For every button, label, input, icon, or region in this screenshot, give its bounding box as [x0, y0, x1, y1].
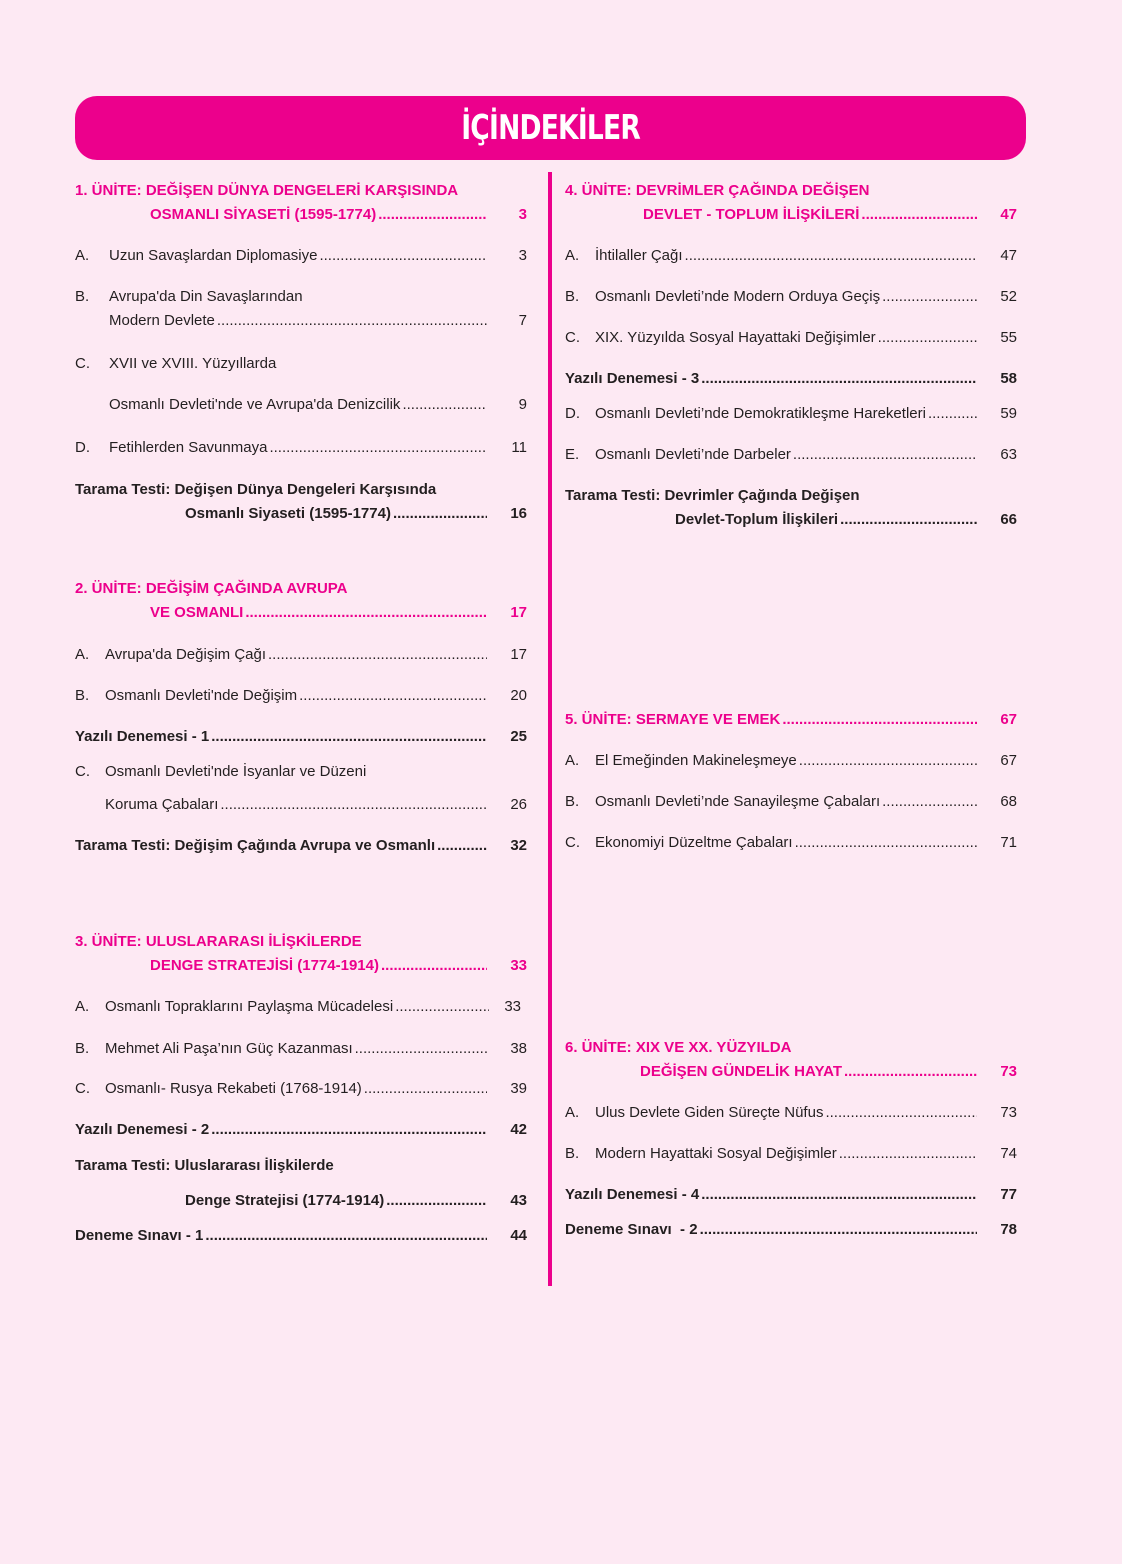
page-number: 3 [518, 247, 527, 264]
practice-exam-1[interactable] [75, 1227, 527, 1245]
page-number: 33 [504, 998, 521, 1015]
page-number: 20 [510, 687, 527, 704]
page-number: 55 [1000, 329, 1017, 346]
unit-5-heading[interactable] [565, 711, 1017, 729]
toc-row [565, 370, 1017, 388]
unit-1-title-line1: 1. ÜNİTE: DEĞİŞEN DÜNYA DENGELERİ KARŞISINDA [75, 182, 459, 199]
toc-row [75, 837, 527, 855]
toc-row [565, 182, 1017, 200]
item-title: Yazılı Denemesi - 4 [565, 1186, 700, 1203]
dot-leader [825, 1104, 977, 1122]
toc-item[interactable] [75, 763, 527, 814]
page-number: 63 [1000, 446, 1017, 463]
item-title: Fetihlerden Savunmaya [109, 439, 268, 456]
item-title: Osmanlı Topraklarını Paylaşma Mücadelesi [105, 998, 394, 1015]
dot-leader [928, 405, 977, 423]
title-banner [75, 96, 1026, 160]
toc-row [75, 933, 527, 951]
page-number: 7 [518, 312, 527, 329]
toc-row [565, 1104, 1017, 1122]
unit-1-title-line2: OSMANLI SİYASETİ (1595-1774) [150, 206, 377, 223]
dot-leader [217, 312, 487, 330]
item-title: Tarama Testi: Değişen Dünya Dengeleri Karşısında [75, 481, 437, 498]
toc-row [565, 487, 1017, 505]
item-title: VE OSMANLI [150, 604, 244, 621]
item-title: XIX. Yüzyılda Sosyal Hayattaki Değişimler [595, 329, 876, 346]
toc-row [75, 796, 527, 814]
item-letter: B. [75, 288, 90, 305]
toc-row [75, 247, 527, 265]
unit-1-test[interactable] [75, 481, 527, 523]
dot-leader [793, 446, 977, 464]
page-number: 43 [510, 1192, 527, 1209]
dot-leader [381, 957, 487, 975]
page-number: 38 [510, 1040, 527, 1057]
dot-leader [220, 796, 487, 814]
page-number: 11 [511, 439, 527, 456]
item-letter: D. [565, 405, 580, 422]
dot-leader [882, 793, 977, 811]
practice-exam-2[interactable] [565, 1221, 1017, 1239]
dot-leader [701, 370, 977, 388]
unit-4-test[interactable] [565, 487, 1017, 529]
item-title: Deneme Sınavı - 2 [565, 1221, 698, 1238]
item-title: Uzun Savaşlardan Diplomasiye [109, 247, 318, 264]
item-title: 6. ÜNİTE: XIX VE XX. YÜZYILDA [565, 1039, 792, 1056]
item-title: 5. ÜNİTE: SERMAYE VE EMEK [565, 711, 781, 728]
item-letter: C. [75, 1080, 90, 1097]
item-letter: A. [565, 1104, 580, 1121]
dot-leader [782, 711, 977, 729]
toc-row [565, 511, 1017, 529]
dot-leader [393, 505, 487, 523]
toc-row [75, 687, 527, 705]
page-number: 9 [518, 396, 527, 413]
item-letter: E. [565, 446, 580, 463]
toc-row [75, 288, 527, 306]
toc-row [75, 355, 527, 373]
dot-leader [268, 646, 487, 664]
toc-row [565, 1145, 1017, 1163]
dot-leader [882, 288, 977, 306]
item-letter: D. [75, 439, 90, 456]
page-number: 52 [1000, 288, 1017, 305]
toc-item[interactable] [75, 288, 527, 330]
page-number: 26 [510, 796, 527, 813]
toc-item[interactable] [75, 646, 527, 664]
item-letter: B. [565, 1145, 580, 1162]
item-title: Tarama Testi: Değişim Çağında Avrupa ve Osmanlı [75, 837, 436, 854]
dot-leader [795, 834, 977, 852]
toc-row [565, 752, 1017, 770]
toc-item[interactable] [565, 446, 1017, 464]
dot-leader [878, 329, 977, 347]
dot-leader [701, 1186, 977, 1204]
page-number: 47 [1000, 206, 1017, 223]
written-exam-2[interactable] [75, 1121, 527, 1139]
toc-item[interactable] [75, 439, 527, 457]
item-title: Yazılı Denemesi - 2 [75, 1121, 210, 1138]
item-letter: A. [75, 998, 90, 1015]
unit-2-heading[interactable] [75, 580, 527, 622]
toc-row [75, 763, 527, 781]
dot-leader [861, 206, 977, 224]
item-title: 2. ÜNİTE: DEĞİŞİM ÇAĞINDA AVRUPA [75, 580, 348, 597]
dot-leader [386, 1192, 487, 1210]
toc-item[interactable] [565, 1145, 1017, 1163]
toc-row [565, 711, 1017, 729]
toc-row [75, 206, 527, 224]
unit-3-test[interactable] [75, 1157, 527, 1210]
toc-row [75, 182, 527, 200]
toc-row [75, 728, 527, 746]
toc-row [75, 505, 527, 523]
item-title: Mehmet Ali Paşa’nın Güç Kazanması [105, 1040, 353, 1057]
dot-leader [378, 206, 487, 224]
item-title: DEVLET - TOPLUM İLİŞKİLERİ [643, 206, 860, 223]
page-number: 58 [1000, 370, 1017, 387]
toc-row [75, 1040, 527, 1058]
item-title: Koruma Çabaları [105, 796, 219, 813]
toc-item[interactable] [565, 793, 1017, 811]
item-title: Modern Devlete [109, 312, 215, 329]
dot-leader [402, 396, 487, 414]
item-title: XVII ve XVIII. Yüzyıllarda [109, 355, 277, 372]
item-letter: C. [75, 355, 90, 372]
item-letter: B. [565, 793, 580, 810]
dot-leader [355, 1040, 487, 1058]
page-number: 59 [1000, 405, 1017, 422]
item-letter: A. [75, 646, 90, 663]
toc-row [565, 834, 1017, 852]
written-exam-4[interactable] [565, 1186, 1017, 1204]
item-letter: C. [75, 763, 90, 780]
item-letter: A. [565, 247, 580, 264]
page-number: 66 [1000, 511, 1017, 528]
dot-leader [269, 439, 487, 457]
dot-leader [205, 1227, 487, 1245]
item-letter: A. [565, 752, 580, 769]
unit-4-heading[interactable] [565, 182, 1017, 224]
item-title: Modern Hayattaki Sosyal Değişimler [595, 1145, 837, 1162]
toc-row [75, 1227, 527, 1245]
page-number: 67 [1000, 752, 1017, 769]
item-title: İhtilaller Çağı [595, 247, 683, 264]
toc-row [565, 405, 1017, 423]
toc-item[interactable] [75, 355, 527, 414]
item-title: Avrupa'da Değişim Çağı [105, 646, 267, 663]
toc-item[interactable] [565, 405, 1017, 423]
toc-item[interactable] [75, 998, 527, 1016]
item-title: El Emeğinden Makineleşmeye [595, 752, 797, 769]
toc-item[interactable] [565, 1104, 1017, 1122]
page-number: 17 [510, 604, 527, 621]
item-title: Ulus Devlete Giden Süreçte Nüfus [595, 1104, 824, 1121]
toc-row [75, 439, 527, 457]
item-title: Osmanlı Siyaseti (1595-1774) [185, 505, 391, 522]
unit-2-test[interactable] [75, 837, 527, 855]
item-title: 4. ÜNİTE: DEVRİMLER ÇAĞINDA DEĞİŞEN [565, 182, 870, 199]
toc-item[interactable] [75, 1080, 527, 1098]
item-letter: C. [565, 834, 580, 851]
item-title: Avrupa'da Din Savaşlarından [109, 288, 303, 305]
item-title: Osmanlı Devleti’nde Demokratikleşme Hareketleri [595, 405, 926, 422]
item-title: Yazılı Denemesi - 3 [565, 370, 700, 387]
toc-row [565, 288, 1017, 306]
dot-leader [437, 837, 487, 855]
item-title: Osmanlı Devleti'nde Değişim [105, 687, 298, 704]
page-number: 67 [1000, 711, 1017, 728]
toc-row [75, 481, 527, 499]
item-title: Osmanlı Devleti’nde Modern Orduya Geçiş [595, 288, 881, 305]
page-number: 47 [1000, 247, 1017, 264]
item-title: Devlet-Toplum İlişkileri [675, 511, 839, 528]
toc-row [565, 247, 1017, 265]
item-title: Tarama Testi: Uluslararası İlişkilerde [75, 1157, 334, 1174]
page-number: 77 [1000, 1186, 1017, 1203]
dot-leader [839, 1145, 977, 1163]
page-number: 32 [510, 837, 527, 854]
dot-leader [844, 1063, 977, 1081]
dot-leader [299, 687, 487, 705]
unit-1-heading[interactable] [75, 182, 527, 224]
item-title: DENGE STRATEJİSİ (1774-1914) [150, 957, 379, 974]
dot-leader [211, 1121, 487, 1139]
dot-leader [364, 1080, 487, 1098]
toc-row [565, 1221, 1017, 1239]
page-number: 73 [1000, 1063, 1017, 1080]
page-number: 42 [510, 1121, 527, 1138]
page-number: 44 [510, 1227, 527, 1244]
column-divider [548, 172, 552, 1286]
item-title: DEĞİŞEN GÜNDELİK HAYAT [640, 1063, 842, 1080]
dot-leader [395, 998, 489, 1016]
item-title: Osmanlı Devleti’nde Sanayileşme Çabaları [595, 793, 881, 810]
toc-row [565, 1063, 1017, 1081]
written-exam-1[interactable] [75, 728, 527, 746]
toc-item[interactable] [75, 687, 527, 705]
toc-item[interactable] [565, 247, 1017, 265]
page-number: 16 [510, 505, 527, 522]
item-letter: B. [565, 288, 580, 305]
page-number: 33 [510, 957, 527, 974]
page-number: 68 [1000, 793, 1017, 810]
unit-3-heading[interactable] [75, 933, 527, 975]
dot-leader [685, 247, 977, 265]
toc-row [75, 580, 527, 598]
dot-leader [840, 511, 977, 529]
item-letter: C. [565, 329, 580, 346]
toc-row [75, 604, 527, 622]
page-number: 71 [1000, 834, 1017, 851]
item-title: Yazılı Denemesi - 1 [75, 728, 210, 745]
toc-row [75, 396, 527, 414]
dot-leader [700, 1221, 977, 1239]
unit-6-heading[interactable] [565, 1039, 1017, 1081]
toc-row [75, 1157, 527, 1175]
item-title: Ekonomiyi Düzeltme Çabaları [595, 834, 793, 851]
toc-row [565, 1186, 1017, 1204]
item-title: Osmanlı Devleti'nde ve Avrupa'da Denizcilik [109, 396, 401, 413]
toc-row [75, 998, 527, 1016]
toc-item[interactable] [565, 834, 1017, 852]
dot-leader [245, 604, 487, 622]
toc-row [75, 312, 527, 330]
toc-item[interactable] [565, 752, 1017, 770]
dot-leader [799, 752, 977, 770]
toc-row [75, 1121, 527, 1139]
item-title: Osmanlı- Rusya Rekabeti (1768-1914) [105, 1080, 362, 1097]
dot-leader [319, 247, 487, 265]
item-title: 3. ÜNİTE: ULUSLARARASI İLİŞKİLERDE [75, 933, 362, 950]
item-letter: A. [75, 247, 90, 264]
page-number: 25 [510, 728, 527, 745]
toc-row [565, 446, 1017, 464]
page-number: 73 [1000, 1104, 1017, 1121]
page-number: 17 [510, 646, 527, 663]
toc-row [75, 957, 527, 975]
toc-row [565, 1039, 1017, 1057]
written-exam-3[interactable] [565, 370, 1017, 388]
toc-item[interactable] [565, 329, 1017, 347]
toc-row [565, 329, 1017, 347]
item-title: Deneme Sınavı - 1 [75, 1227, 204, 1244]
page-number: 39 [510, 1080, 527, 1097]
page-number: 74 [1000, 1145, 1017, 1162]
unit-1-page: 3 [518, 206, 527, 223]
page-number: 78 [1000, 1221, 1017, 1238]
item-title: Denge Stratejisi (1774-1914) [185, 1192, 385, 1209]
item-title: Osmanlı Devleti’nde Darbeler [595, 446, 791, 463]
toc-row [565, 793, 1017, 811]
toc-row [75, 1192, 527, 1210]
page-title: İÇİNDEKİLER [461, 108, 640, 148]
toc-item[interactable] [75, 1040, 527, 1058]
toc-item[interactable] [565, 288, 1017, 306]
toc-item[interactable] [75, 247, 527, 265]
toc-row [75, 646, 527, 664]
toc-row [565, 206, 1017, 224]
item-title: Tarama Testi: Devrimler Çağında Değişen [565, 487, 860, 504]
item-title: Osmanlı Devleti'nde İsyanlar ve Düzeni [105, 763, 367, 780]
toc-row [75, 1080, 527, 1098]
item-letter: B. [75, 687, 90, 704]
dot-leader [211, 728, 487, 746]
item-letter: B. [75, 1040, 90, 1057]
